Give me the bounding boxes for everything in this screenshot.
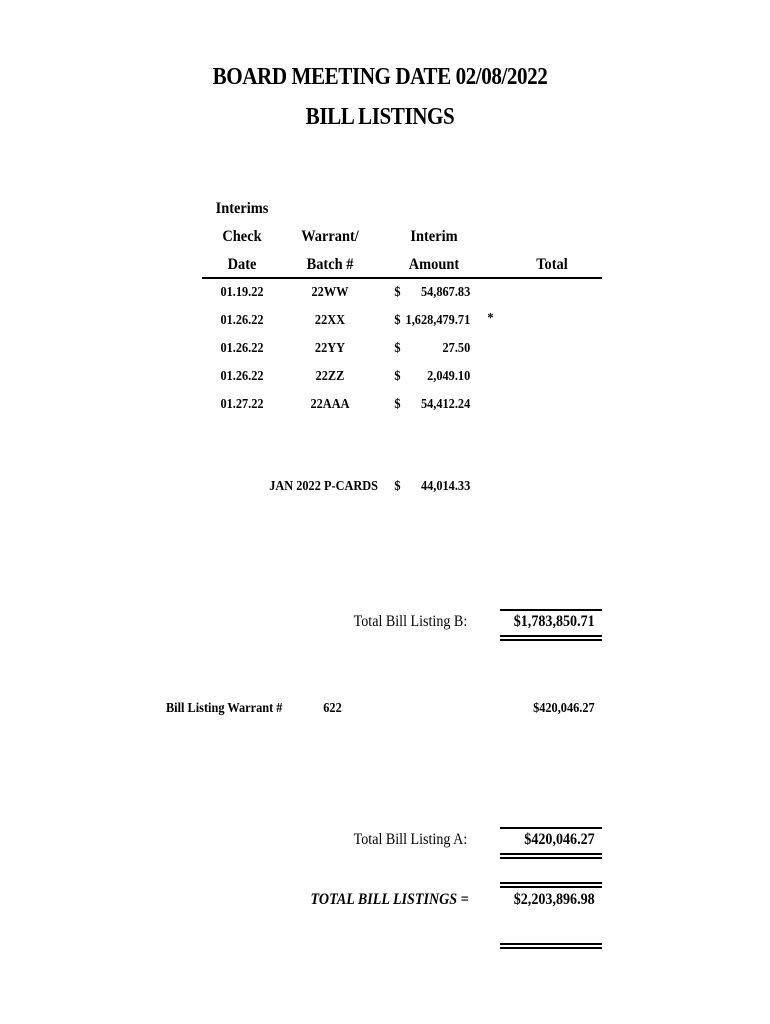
row-batch: 22AAA bbox=[310, 397, 350, 412]
row-dollar: $ bbox=[394, 341, 401, 356]
row-amount: 1,628,479.71 bbox=[405, 313, 471, 328]
total-b-label: Total Bill Listing B: bbox=[353, 613, 468, 630]
row-dollar: $ bbox=[394, 313, 401, 328]
pcards-amount: 44,014.33 bbox=[420, 479, 471, 494]
row-dollar: $ bbox=[394, 285, 401, 300]
grand-total-label: TOTAL BILL LISTINGS = bbox=[310, 891, 469, 908]
document-subtitle: BILL LISTINGS bbox=[305, 104, 455, 130]
row-date: 01.26.22 bbox=[220, 341, 264, 356]
grand-total-rule-2 bbox=[500, 947, 602, 949]
row-note-asterisk: * bbox=[487, 311, 494, 326]
header-underline bbox=[202, 277, 602, 279]
row-amount: 54,867.83 bbox=[420, 285, 471, 300]
row-batch: 22WW bbox=[311, 285, 349, 300]
total-a-rule-1 bbox=[500, 853, 602, 855]
row-date: 01.26.22 bbox=[220, 369, 264, 384]
header-warrant-2: Batch # bbox=[306, 256, 354, 273]
row-amount: 54,412.24 bbox=[420, 397, 471, 412]
row-date: 01.26.22 bbox=[220, 313, 264, 328]
row-batch: 22XX bbox=[314, 313, 346, 328]
row-date: 01.27.22 bbox=[220, 397, 264, 412]
grand-total-top-rule-2 bbox=[500, 886, 602, 888]
row-batch: 22ZZ bbox=[315, 369, 345, 384]
row-batch: 22YY bbox=[314, 341, 346, 356]
pcards-dollar: $ bbox=[394, 479, 401, 494]
row-dollar: $ bbox=[394, 397, 401, 412]
row-date: 01.19.22 bbox=[220, 285, 264, 300]
header-warrant-1: Warrant/ bbox=[301, 228, 359, 245]
row-dollar: $ bbox=[394, 369, 401, 384]
grand-total-value: $2,203,896.98 bbox=[513, 891, 595, 908]
warrant-value: $420,046.27 bbox=[533, 701, 595, 716]
total-a-rule-2 bbox=[500, 857, 602, 859]
total-a-label: Total Bill Listing A: bbox=[353, 831, 468, 848]
total-b-top-rule bbox=[500, 609, 602, 611]
header-interim-2: Amount bbox=[408, 256, 460, 273]
header-total: Total bbox=[536, 256, 568, 273]
header-check-date-2: Check bbox=[222, 228, 262, 245]
total-a-value: $420,046.27 bbox=[524, 831, 595, 848]
pcards-label: JAN 2022 P-CARDS bbox=[269, 479, 379, 494]
warrant-number: 622 bbox=[323, 701, 342, 716]
warrant-label: Bill Listing Warrant # bbox=[165, 701, 283, 716]
header-check-date-3: Date bbox=[227, 256, 257, 273]
row-amount: 2,049.10 bbox=[427, 369, 471, 384]
header-check-date-1: Interims bbox=[215, 200, 269, 217]
row-amount: 27.50 bbox=[442, 341, 471, 356]
total-a-top-rule bbox=[500, 827, 602, 829]
total-b-double-rule-1 bbox=[500, 635, 602, 637]
header-interim-1: Interim bbox=[410, 228, 458, 245]
total-b-value: $1,783,850.71 bbox=[513, 613, 595, 630]
document-title: BOARD MEETING DATE 02/08/2022 bbox=[212, 64, 548, 90]
grand-total-top-rule-1 bbox=[500, 882, 602, 884]
total-b-double-rule-2 bbox=[500, 639, 602, 641]
grand-total-rule-1 bbox=[500, 943, 602, 945]
